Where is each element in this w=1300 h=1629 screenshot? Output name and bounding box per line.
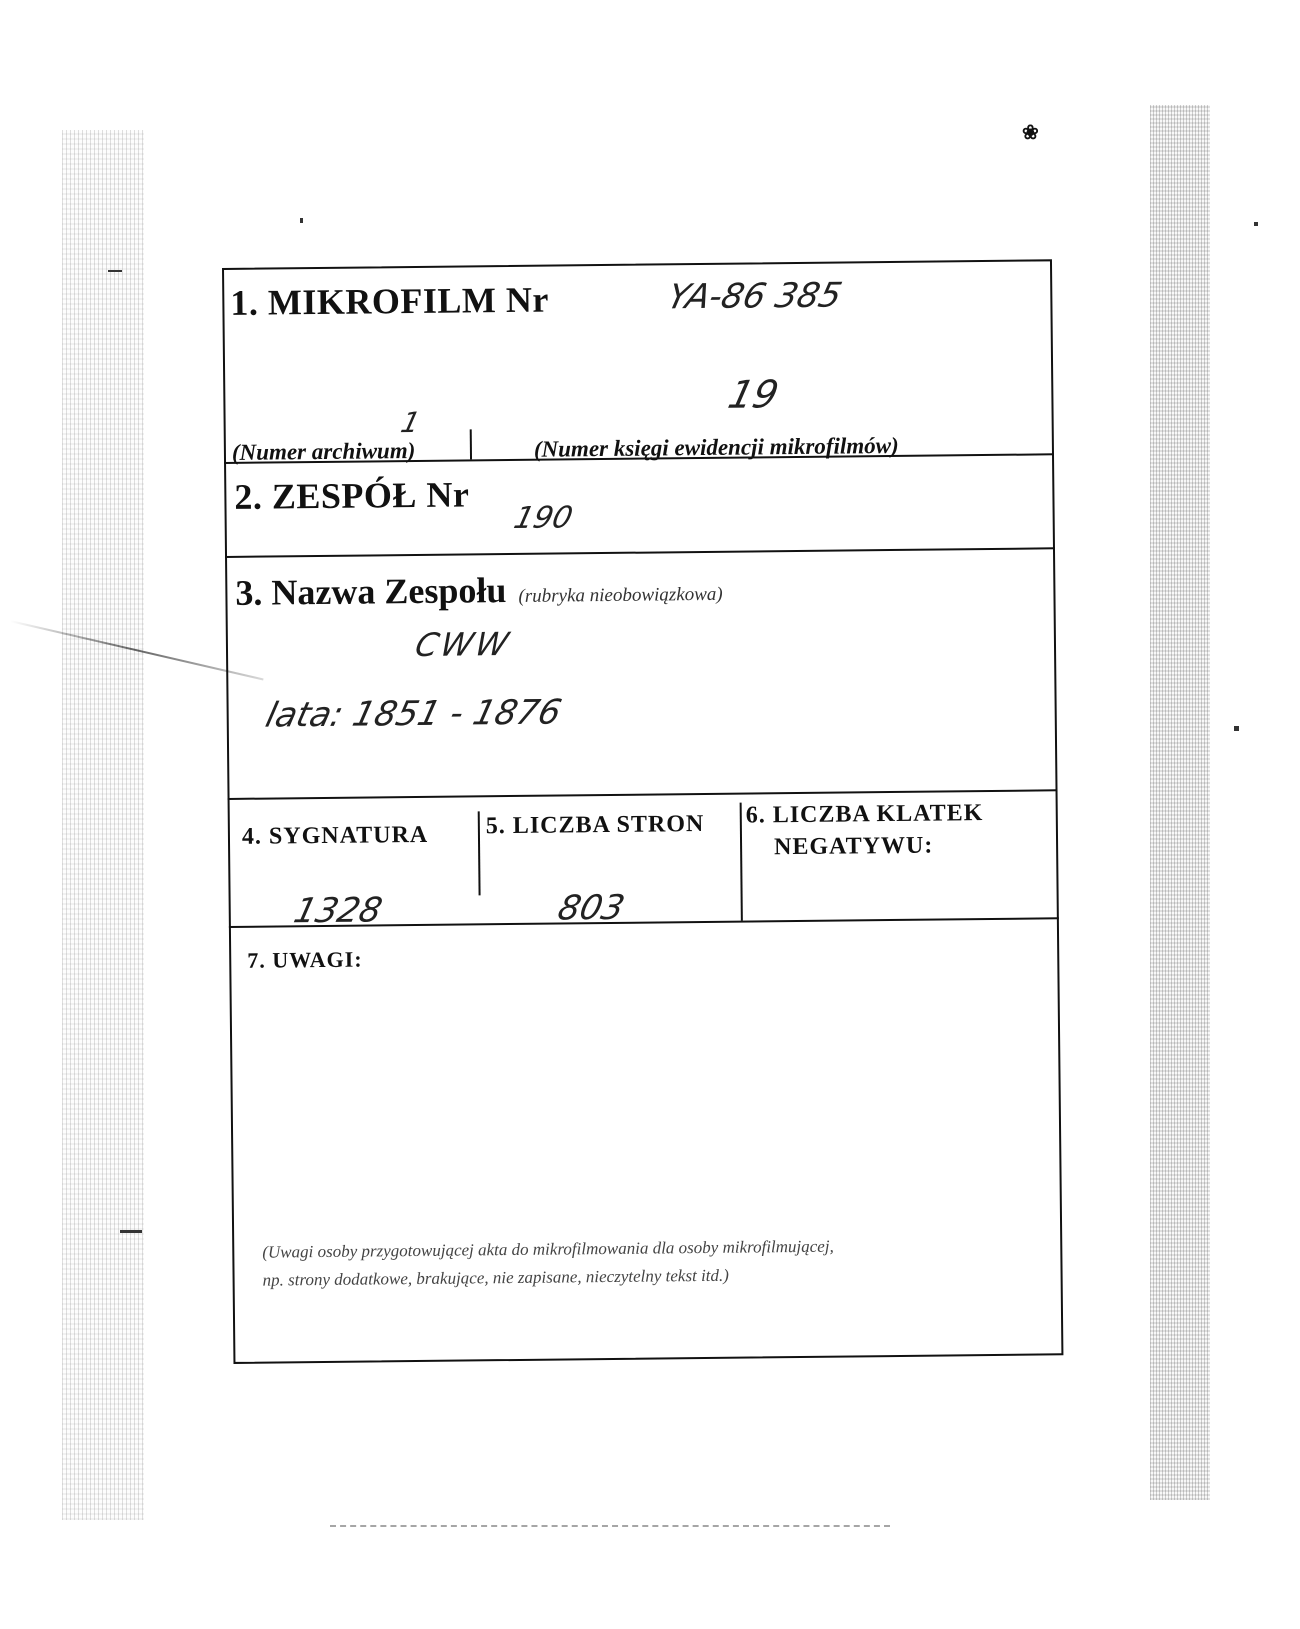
nazwa-zespolu-note: (rubryka nieobowiązkowa) (518, 583, 723, 607)
scan-bottom-noise (330, 1525, 890, 1531)
liczba-klatek-label-2: NEGATYWU: (773, 832, 934, 861)
nazwa-zespolu-row (235, 567, 723, 614)
mikrofilm-label: 1. MIKROFILM Nr (230, 279, 550, 323)
uwagi-footer-line-1: (Uwagi osoby przygotowującej akta do mikrofilmowania dla osoby mikrofilmującej, (262, 1236, 834, 1262)
scan-speck (108, 270, 122, 272)
liczba-stron-label: 5. LICZBA STRON (485, 810, 705, 840)
sygnatura-label: 4. SYGNATURA (241, 821, 429, 850)
uwagi-label: 7. UWAGI: (247, 946, 363, 973)
sygnatura-handwritten-value: 1328 (289, 890, 387, 932)
caption-divider (470, 429, 472, 459)
scan-speck (1254, 222, 1258, 226)
corner-mark: ❀ (1022, 122, 1039, 144)
liczba-klatek-label-1: 6. LICZBA KLATEK (745, 800, 984, 829)
scan-edge-right (1150, 105, 1210, 1500)
ledger-number-caption: (Numer księgi ewidencji mikrofilmów) (533, 432, 899, 462)
scan-speck (300, 218, 303, 223)
uwagi-footer-line-2: np. strony dodatkowe, brakujące, nie zapisane, nieczytelny tekst itd.) (262, 1265, 729, 1290)
scan-edge-left (62, 130, 144, 1520)
nazwa-zespolu-handwritten-name: CWW (411, 624, 516, 665)
zespol-handwritten-number: 190 (510, 500, 577, 536)
scan-speck (120, 1230, 142, 1233)
ledger-handwritten-number: 19 (724, 372, 783, 417)
scan-speck (1234, 726, 1239, 731)
nazwa-zespolu-handwritten-years: lata: 1851 - 1876 (261, 692, 566, 736)
liczba-stron-handwritten-value: 803 (553, 887, 629, 929)
archive-number-caption: (Numer archiwum) (231, 437, 416, 465)
archive-handwritten-number: 1 (397, 405, 424, 440)
mikrofilm-handwritten-number: YA-86 385 (663, 275, 846, 318)
microfilm-form (222, 259, 1063, 1364)
nazwa-zespolu-label: 3. Nazwa Zespołu (235, 570, 507, 613)
zespol-label: 2. ZESPÓŁ Nr (234, 474, 470, 517)
